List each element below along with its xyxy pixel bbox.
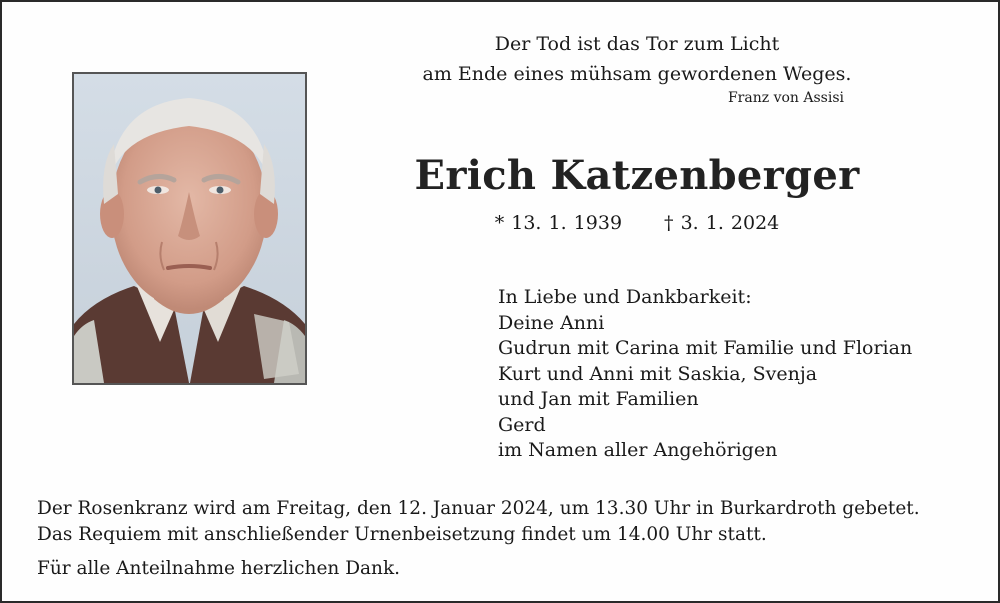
mourner-line: Gerd	[498, 413, 546, 436]
life-dates	[302, 212, 972, 234]
death-date: † 3. 1. 2024	[664, 212, 780, 234]
requiem-info: Das Requiem mit anschließender Urnenbeisetzung findet um 14.00 Uhr statt.	[37, 524, 767, 545]
portrait-image	[74, 74, 305, 383]
mourners-list	[498, 285, 912, 464]
deceased-name: Erich Katzenberger	[414, 152, 860, 199]
quote-line-1: Der Tod ist das Tor zum Licht	[494, 33, 780, 55]
mourner-line: im Namen aller Angehörigen	[498, 439, 778, 461]
mourner-line: Deine Anni	[498, 311, 605, 334]
portrait-photo	[72, 72, 307, 385]
thanks-note: Für alle Anteilnahme herzlichen Dank.	[37, 558, 401, 579]
mourners-intro: In Liebe und Dankbarkeit:	[498, 286, 752, 308]
birth-date: * 13. 1. 1939	[494, 212, 623, 234]
quote-author: Franz von Assisi	[727, 90, 844, 106]
quote-line-2: am Ende eines mühsam gewordenen Weges.	[422, 63, 852, 85]
mourner-line: und Jan mit Familien	[498, 388, 699, 410]
mourner-line: Gudrun mit Carina mit Familie und Florian	[498, 337, 913, 359]
rosary-info: Der Rosenkranz wird am Freitag, den 12. Januar 2024, um 13.30 Uhr in Burkardroth gebetet.	[37, 498, 920, 519]
mourner-line: Kurt und Anni mit Saskia, Svenja	[498, 362, 818, 385]
